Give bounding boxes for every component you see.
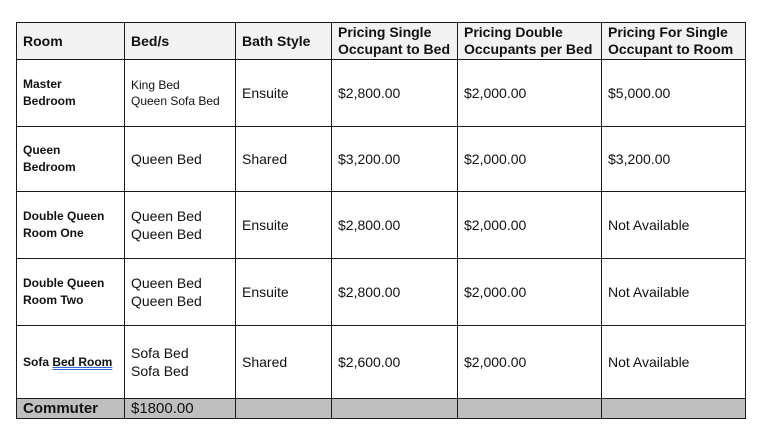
bath-style-cell: Ensuite — [236, 192, 332, 259]
table-row — [17, 259, 746, 326]
price-single-room-cell: Not Available — [602, 259, 746, 326]
price-double-bed-cell: $2,000.00 — [458, 127, 602, 192]
empty-cell — [602, 399, 746, 419]
price-single-bed-cell: $2,800.00 — [332, 60, 458, 127]
table-row — [17, 60, 746, 127]
table-row — [17, 127, 746, 192]
room-name-cell: Double Queen Room One — [17, 192, 125, 259]
commuter-label: Commuter — [17, 399, 125, 419]
empty-cell — [332, 399, 458, 419]
empty-cell — [458, 399, 602, 419]
room-name-cell: Queen Bedroom — [17, 127, 125, 192]
header-room: Room — [17, 23, 125, 60]
beds-cell: Sofa Bed Sofa Bed — [125, 326, 236, 399]
commuter-price: $1800.00 — [125, 399, 236, 419]
room-name-cell: Double Queen Room Two — [17, 259, 125, 326]
header-bath-style: Bath Style — [236, 23, 332, 60]
price-single-room-cell: $5,000.00 — [602, 60, 746, 127]
price-single-room-cell: Not Available — [602, 326, 746, 399]
beds-cell: Queen Bed — [125, 127, 236, 192]
price-single-bed-cell: $2,800.00 — [332, 192, 458, 259]
price-single-bed-cell: $2,600.00 — [332, 326, 458, 399]
header-pricing-single-room: Pricing For Single Occupant to Room — [602, 23, 746, 60]
header-row — [17, 23, 746, 60]
header-beds: Bed/s — [125, 23, 236, 60]
price-double-bed-cell: $2,000.00 — [458, 192, 602, 259]
header-pricing-single-bed: Pricing Single Occupant to Bed — [332, 23, 458, 60]
price-single-bed-cell: $2,800.00 — [332, 259, 458, 326]
beds-cell: Queen Bed Queen Bed — [125, 259, 236, 326]
bath-style-cell: Ensuite — [236, 259, 332, 326]
price-single-room-cell: $3,200.00 — [602, 127, 746, 192]
table-row — [17, 192, 746, 259]
price-double-bed-cell: $2,000.00 — [458, 326, 602, 399]
header-pricing-double-bed: Pricing Double Occupants per Bed — [458, 23, 602, 60]
spellcheck-underlined-text: Bed Room — [52, 354, 113, 369]
bath-style-cell: Ensuite — [236, 60, 332, 127]
price-single-room-cell: Not Available — [602, 192, 746, 259]
table-row — [17, 326, 746, 399]
price-double-bed-cell: $2,000.00 — [458, 259, 602, 326]
room-name-cell: Master Bedroom — [17, 60, 125, 127]
beds-cell: Queen Bed Queen Bed — [125, 192, 236, 259]
price-double-bed-cell: $2,000.00 — [458, 60, 602, 127]
empty-cell — [236, 399, 332, 419]
commuter-row — [17, 399, 746, 419]
pricing-table — [16, 22, 746, 419]
room-name-cell: Sofa Bed Room — [17, 326, 125, 399]
bath-style-cell: Shared — [236, 127, 332, 192]
price-single-bed-cell: $3,200.00 — [332, 127, 458, 192]
beds-cell: King Bed Queen Sofa Bed — [125, 60, 236, 127]
bath-style-cell: Shared — [236, 326, 332, 399]
